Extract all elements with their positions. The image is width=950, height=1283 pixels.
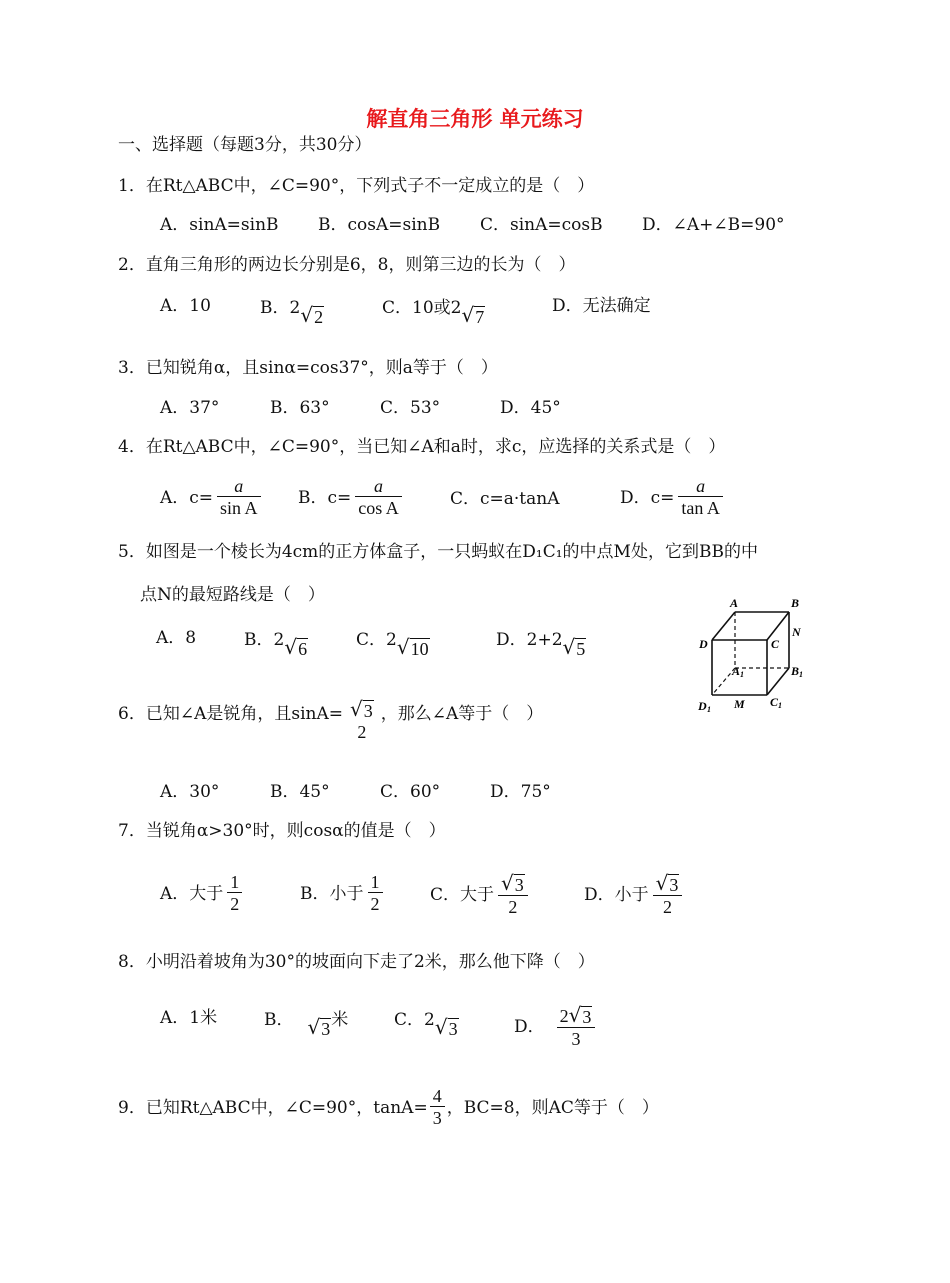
question-3 [118,358,498,378]
point-label-n: N [792,625,801,639]
question-number: 4． [118,437,146,457]
question-number: 8． [118,952,146,972]
vertex-label-b1-sub: 1 [799,670,803,679]
question-stem: 小明沿着坡角为30°的坡面向下走了2米，那么他下降（ ） [145,952,595,972]
question-number: 1． [118,176,146,196]
fraction: √ 3 2 [498,872,528,918]
question-1 [118,176,594,196]
fraction: $\frac{1}{2}$ [227,872,242,915]
question-8 [118,952,595,972]
sqrt-expression: √ 2 [300,303,324,327]
question-number: 2． [118,255,146,275]
cube-figure [692,592,822,714]
q6-option-d: D．75° [490,782,551,802]
vertex-label-b: B [791,596,800,610]
vertex-label-a: A [730,596,739,610]
sqrt-expression: √ 3 [434,1015,458,1039]
q4-option-b: B．c= $\frac{a}{\text{cos A}}$ [298,476,406,519]
fraction: $\frac{4}{3}$ [430,1086,445,1129]
vertex-label-d: D [699,637,708,651]
q5-option-a: A．8 [156,628,197,648]
q5-option-d: D．2+2 √ 5 [496,629,586,659]
q8-option-d: D． 2 √ 3 3 [514,1004,599,1050]
q2-option-a: A．10 [160,296,211,316]
question-stem: 已知Rt△ABC中，∠C=90°，tanA= [145,1097,428,1118]
fraction: $\frac{a}{\text{cos A}}$ [355,476,402,519]
question-number: 5． [118,542,146,562]
section-heading: 一、选择题（每题3分，共30分） [118,135,372,155]
question-stem: 如图是一个棱长为4cm的正方体盒子，一只蚂蚁在D₁C₁的中点M处，它到BB的中 [145,542,758,562]
fraction: √ 3 2 [653,872,683,918]
q7-option-c: C．大于 √ 3 2 [430,872,532,918]
q3-option-b: B．63° [270,398,330,418]
sqrt-expression: √ 6 [284,635,308,659]
question-number: 3． [118,358,146,378]
q7-option-d: D．小于 √ 3 2 [584,872,686,918]
q5-option-b: B．2 √ 6 [244,629,308,659]
question-stem: 已知∠A是锐角，且sinA= [145,704,343,724]
fraction: 2 √ 3 3 [557,1004,596,1050]
question-9: 9． 已知Rt△ABC中，∠C=90°，tanA= $\frac{4}{3}$ ，BC=8，则AC等于（ ） [118,1086,659,1128]
vertex-label-c1: C [770,695,779,709]
q4-option-a: A．c= $\frac{a}{\text{sin A}}$ [160,476,265,519]
question-5 [118,542,758,562]
q4-option-c: C．c=a·tanA [450,489,560,509]
q4-option-d: D．c= $\frac{a}{\text{tan A}}$ [620,476,727,519]
q7-option-a: A．大于 $\frac{1}{2}$ [160,872,246,915]
fraction: √ 3 2 [349,697,373,742]
q2-option-d: D．无法确定 [552,296,651,316]
vertex-label-b1: B [791,664,800,678]
q8-option-a: A．1米 [160,1008,218,1028]
page-title: 解直角三角形 单元练习 [366,106,584,131]
sqrt-expression: √ 7 [461,303,485,327]
q1-option-d: D．∠A+∠B=90° [642,215,785,235]
fraction: $\frac{a}{\text{sin A}}$ [217,476,261,519]
vertex-label-a1: A [732,664,741,678]
q3-option-a: A．37° [160,398,220,418]
q3-option-d: D．45° [500,398,561,418]
q7-option-b: B．小于 $\frac{1}{2}$ [300,872,387,915]
vertex-label-c: C [771,637,780,651]
question-7 [118,821,446,841]
vertex-label-c1-sub: 1 [778,701,782,710]
q8-option-c: C．2 √ 3 [394,1009,458,1039]
q1-option-a: A．sinA=sinB [160,215,279,235]
question-6: 6． 已知∠A是锐角，且sinA= √ 3 2 ，那么∠A等于（ ） [118,697,544,742]
q6-option-b: B．45° [270,782,330,802]
question-stem: 当锐角α>30°时，则cosα的值是（ ） [145,821,446,841]
q2-option-b: B．2 √ 2 [260,297,324,327]
vertex-label-a1-sub: 1 [740,670,744,679]
vertex-label-d1: D [698,699,707,713]
q5-option-c: C．2 √ 10 [356,629,429,659]
q6-option-a: A．30° [160,782,220,802]
q1-option-b: B．cosA=sinB [318,215,441,235]
sqrt-expression: √ 5 [562,635,586,659]
question-number: 7． [118,821,146,841]
question-stem: 已知锐角α，且sinα=cos37°，则a等于（ ） [145,358,498,378]
question-4 [118,437,725,457]
question-2 [118,255,575,275]
q6-option-c: C．60° [380,782,441,802]
point-label-m: M [734,697,745,711]
question-stem: 在Rt△ABC中，∠C=90°，下列式子不一定成立的是（ ） [145,176,595,196]
sqrt-expression: √ 3 [307,1015,331,1039]
question-stem: 直角三角形的两边长分别是6，8，则第三边的长为（ ） [145,255,576,275]
question-number: 6． [118,704,146,724]
question-5-continued: 点N的最短路线是（ ） [140,585,325,605]
q8-option-b: B． √ 3 米 [264,1009,349,1039]
sqrt-expression: √ 10 [396,635,429,659]
q1-option-c: C．sinA=cosB [480,215,603,235]
fraction: $\frac{1}{2}$ [368,872,383,915]
question-number: 9． [118,1097,146,1118]
fraction: $\frac{a}{\text{tan A}}$ [678,476,723,519]
question-stem: 在Rt△ABC中，∠C=90°，当已知∠A和a时，求c，应选择的关系式是（ ） [145,437,726,457]
q3-option-c: C．53° [380,398,441,418]
q2-option-c: C．10或2 √ 7 [382,297,485,327]
vertex-label-d1-sub: 1 [707,705,711,714]
